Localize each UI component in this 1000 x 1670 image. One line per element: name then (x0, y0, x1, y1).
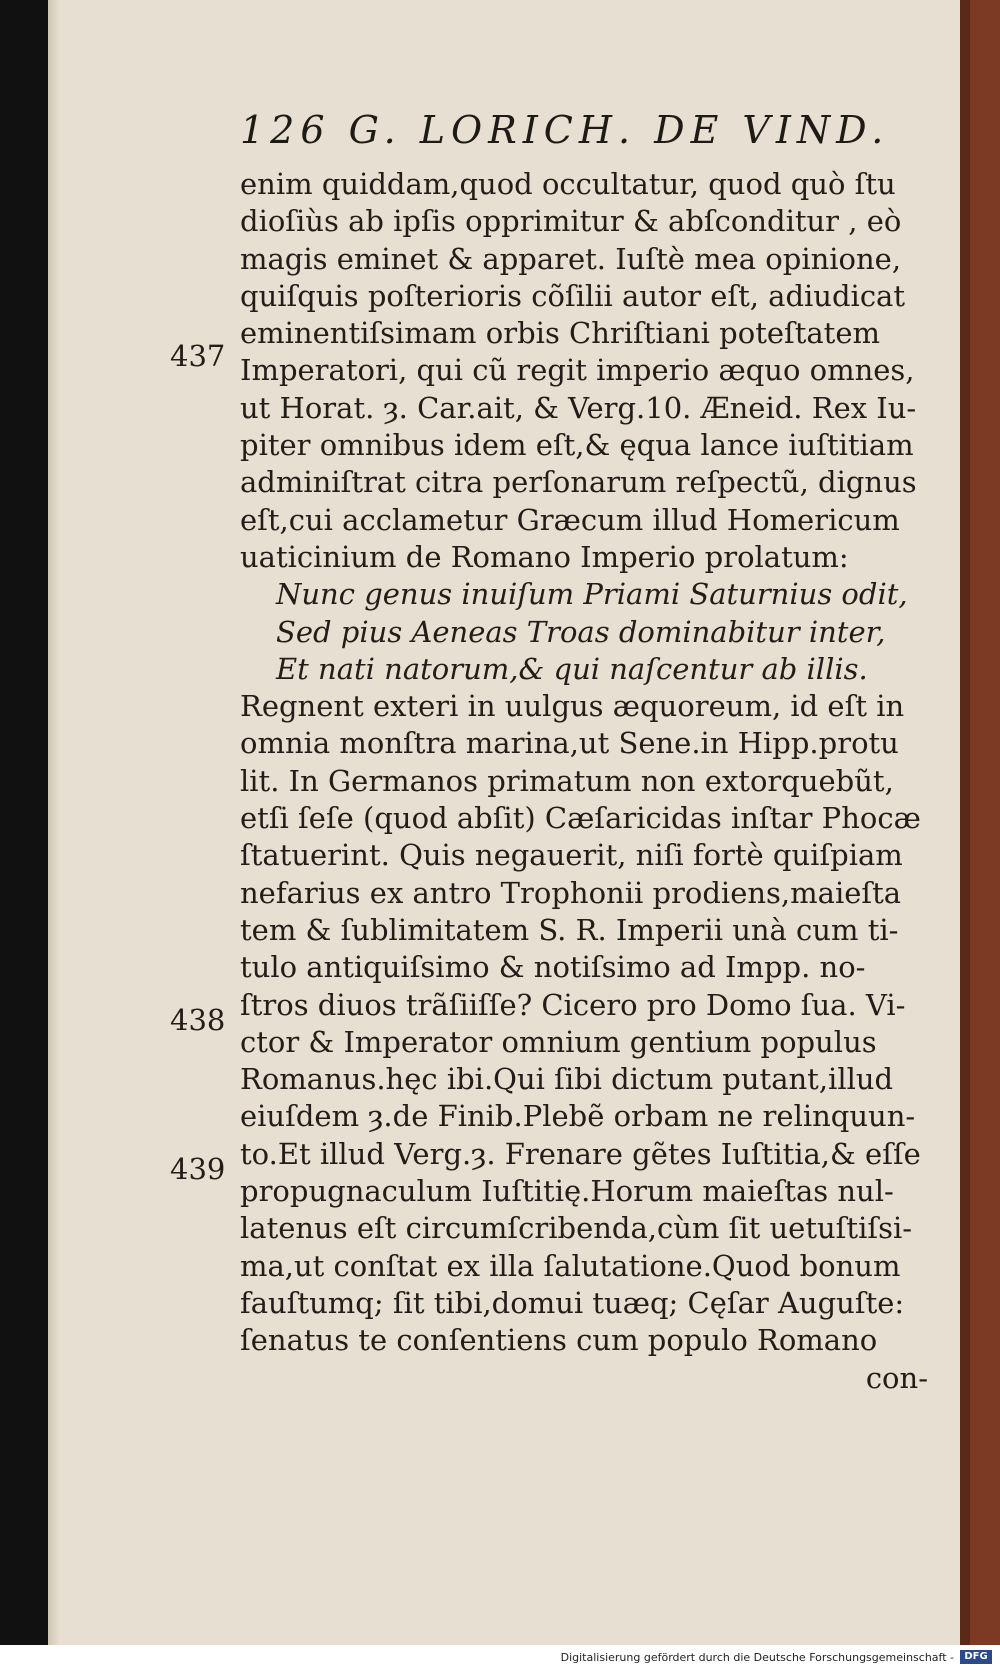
text-line: ſenatus te conſentiens cum populo Romano (240, 1323, 878, 1358)
text-line: Romanus.hęc ibi.Qui ſibi dictum putant,illud (240, 1062, 894, 1097)
text-line: uaticinium de Romano Imperio prolatum: (240, 539, 849, 574)
text-line: eiuſdem ȝ.de Finib.Plebẽ orbam ne relinquun- (240, 1099, 916, 1134)
text-line: Regnent exteri in uulgus æquoreum, id eſt in (240, 689, 905, 724)
text-line: propugnaculum Iuſtitię.Horum maieſtas nul- (240, 1174, 894, 1209)
dfg-logo: DFG (960, 1650, 992, 1664)
footer-credit: Digitalisierung gefördert durch die Deutsche Forschungsgemeinschaft - (560, 1651, 954, 1664)
margin-number-438: 438 (170, 1003, 226, 1037)
text-line: ctor & Imperator omnium gentium populus (240, 1024, 877, 1059)
text-line: eſt,cui acclametur Græcum illud Homericum (240, 502, 900, 537)
body-text (240, 166, 930, 1397)
text-line: lit. In Germanos primatum non extorquebũt, (240, 763, 894, 798)
verse-line: Et nati natorum,& qui naſcentur ab illis. (276, 651, 868, 686)
text-line: ma,ut conſtat ex illa ſalutatione.Quod bonum (240, 1248, 901, 1283)
margin-number-437: 437 (170, 339, 226, 373)
margin-number-439: 439 (170, 1152, 226, 1186)
text-line: ut Horat. ȝ. Car.ait, & Verg.10. Æneid. Rex Iu- (240, 390, 917, 425)
text-line: tem & ſublimitatem S. R. Imperii unà cum ti- (240, 912, 899, 947)
verse-line: Nunc genus inuiſum Priami Saturnius odit, (276, 577, 908, 612)
text-line: piter omnibus idem eſt,& ęqua lance iuſtitiam (240, 428, 914, 463)
text-line: fauſtumq; ſit tibi,domui tuæq; Cęſar Auguſte: (240, 1285, 905, 1320)
text-line: Imperatori, qui cũ regit imperio æquo omnes, (240, 353, 915, 388)
text-line: dioſiùs ab ipſis opprimitur & abſconditur , eò (240, 204, 902, 239)
text-line: omnia monſtra marina,ut Sene.in Hipp.protu (240, 726, 899, 761)
text-line: nefarius ex antro Trophonii prodiens,maieſta (240, 875, 902, 910)
text-line: to.Et illud Verg.ȝ. Frenare gẽtes Iuſtitia,& eſſe (240, 1136, 921, 1171)
catchword: con- (865, 1360, 928, 1395)
scan-frame-left (0, 0, 48, 1645)
text-line: latenus eſt circumſcribenda,cùm ſit uetuſtiſsi- (240, 1211, 913, 1246)
page-edge-right (960, 0, 970, 1645)
text-line: magis eminet & apparet. Iuſtè mea opinione, (240, 241, 902, 276)
text-line: ſtros diuos trãſiiſſe? Cicero pro Domo ſua. Vi- (240, 987, 906, 1022)
verse-line: Sed pius Aeneas Troas dominabitur inter, (276, 614, 886, 649)
text-line: etſi ſeſe (quod abſit) Cæſaricidas inſtar Phocæ (240, 801, 921, 836)
text-line: tulo antiquiſsimo & notiſsimo ad Impp. no- (240, 950, 866, 985)
book-cover-edge (970, 0, 1000, 1645)
running-head: 126 G. LORICH. DE VIND. (240, 108, 890, 152)
text-line: quiſquis poſterioris cõſilii autor eſt, adiudicat (240, 278, 906, 313)
text-line: enim quiddam,quod occultatur, quod quò ſtu (240, 167, 896, 201)
text-line: adminiſtrat citra perſonarum reſpectũ, dignus (240, 465, 917, 500)
text-line: eminentiſsimam orbis Chriſtiani poteſtatem (240, 316, 880, 351)
text-line: ſtatuerint. Quis negauerit, niſi fortè quiſpiam (240, 838, 903, 873)
page-gutter-shadow (48, 0, 60, 1645)
